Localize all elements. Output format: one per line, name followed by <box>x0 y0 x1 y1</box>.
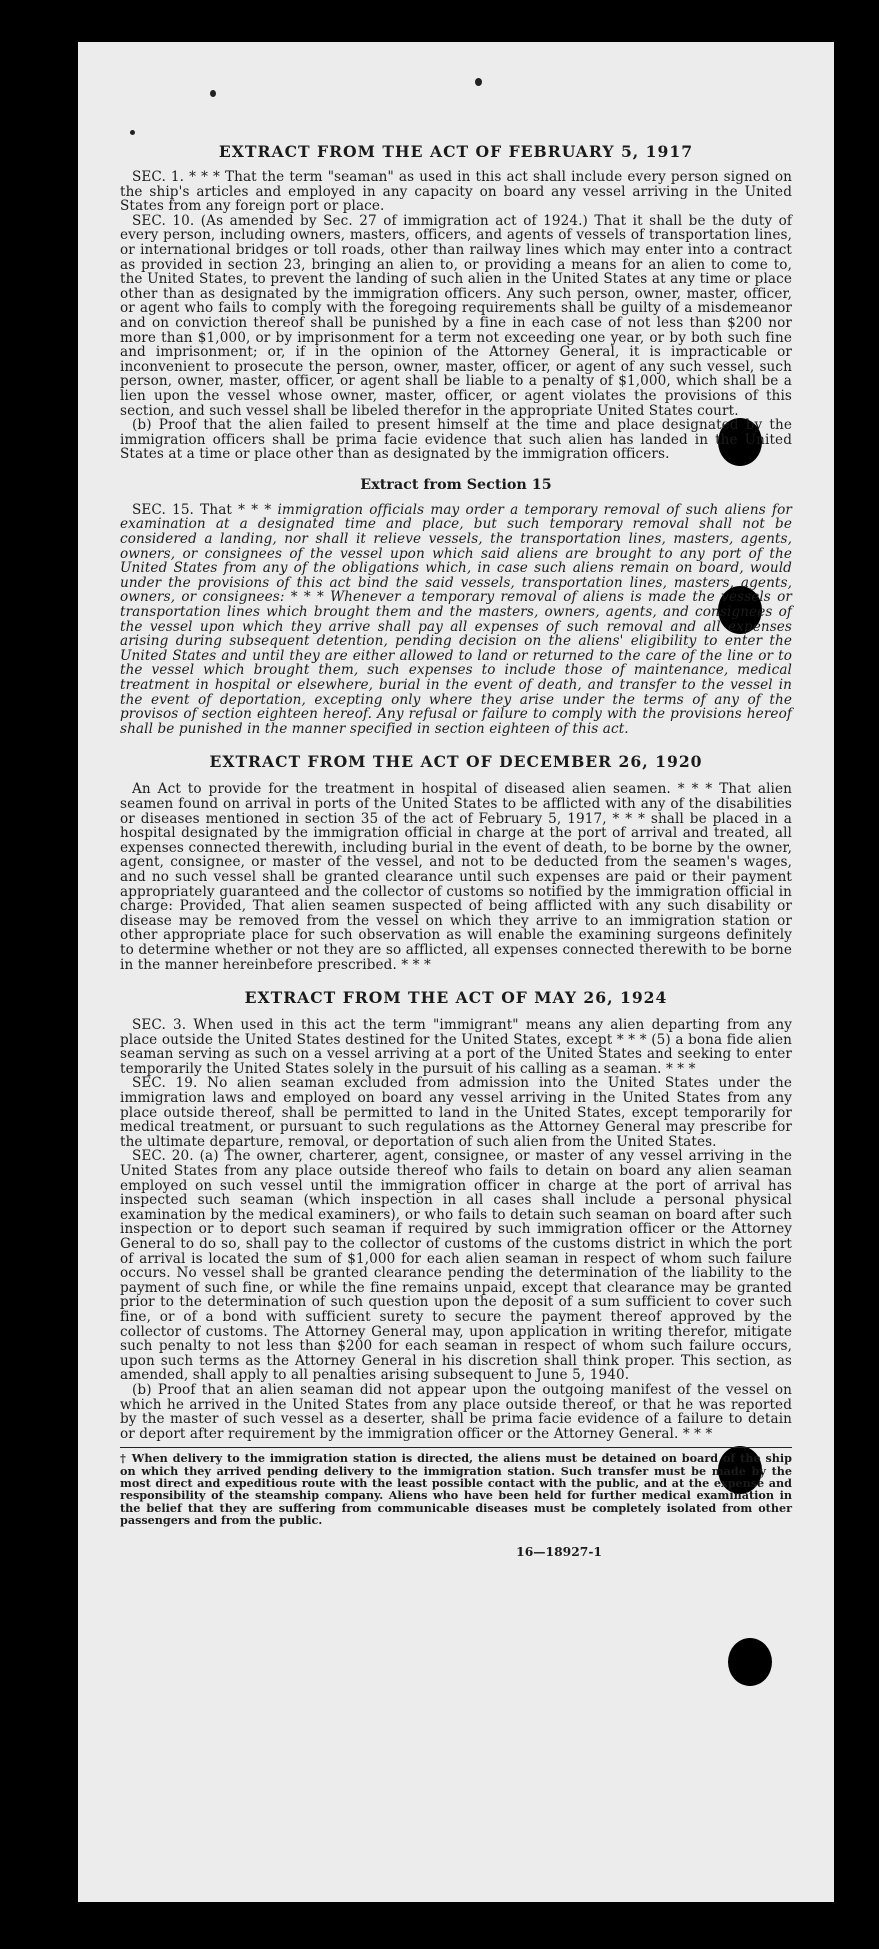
heading-act-1924: EXTRACT FROM THE ACT OF MAY 26, 1924 <box>244 988 668 1008</box>
document-page <box>78 42 834 1902</box>
footnote: † When delivery to the immigration station is directed, the aliens must be detained on board of the ship on which they arrived pending delivery to the immigration station. Such transfer must be made by the most direct and expeditious route with the least possible contact with the public, and at the expense and responsibility of the steamship company. Aliens who have been held for further medical examination in the belief that they are suffering from communicable diseases must be completely isolated from other passengers and from the public. <box>120 1451 792 1527</box>
punch-hole <box>728 1638 772 1686</box>
section-15-lead: SEC. 15. That * * * <box>132 501 272 518</box>
heading-act-1917: EXTRACT FROM THE ACT OF FEBRUARY 5, 1917 <box>218 142 694 161</box>
dust-speck <box>130 130 135 135</box>
act-1924-sec3: SEC. 3. When used in this act the term "immigrant" means any alien departing from any place outside the United States destined for the United States, except * * * (5) a bona fide alien seaman serving as such on a vessel arriving at a port of the United States and seeking to enter temporarily the United States solely in the pursuit of his calling as a seaman. * * * <box>120 1017 792 1077</box>
heading-section-15: Extract from Section 15 <box>360 476 552 493</box>
section-15-text <box>120 503 792 737</box>
act-1917-sec1: SEC. 1. * * * That the term "seaman" as used in this act shall include every person signed on the ship's articles and employed in any capacity on board any vessel arriving in the United States from any foreign port or place. <box>120 169 792 215</box>
form-code: 16—18927-1 <box>516 1544 602 1560</box>
act-1917-sec10b: (b) Proof that the alien failed to present himself at the time and place designated by the immigration officers shall be prima facie evidence that such alien has landed in the United States at a time or place other than as designated by the immigration officers. <box>120 417 792 463</box>
act-1920-text: An Act to provide for the treatment in hospital of diseased alien seamen. * * * That alien seamen found on arrival in ports of the United States to be afflicted with any of the disabilities or diseases mentioned in section 35 of the act of February 5, 1917, * * * shall be placed in a hospital designated by the immigration official in charge at the port of arrival and treated, all expenses connected therewith, including burial in the event of death, to be borne by the owner, agent, consignee, or master of the vessel, and not to be deducted from the seamen's wages, and no such vessel shall be granted clearance until such expenses are paid or their payment appropriately guaranteed and the collector of customs so notified by the immigration official in charge: Provided, That alien seamen suspected of being afflicted with any such disability or disease may be removed from the vessel on which they arrive to an immigration station or other appropriate place for such observation as will enable the examining surgeons definitely to determine whether or not they are so afflicted, all expenses connected therewith to be borne in the manner hereinbefore prescribed. * * * <box>120 781 792 973</box>
footnote-divider <box>120 1447 792 1448</box>
section-15-body: immigration officials may order a temporary removal of such aliens for examination at a designated time and place, but such temporary removal shall not be considered a landing, nor shall it relieve vessels, the transportation lines, masters, agents, owners, or consignees of the vessel upon which said aliens are brought to any port of the United States from any of the obligations which, in case such aliens remain on board, would under the provisions of this act bind the said vessels, transportation lines, masters, agents, owners, or consignees: * * * Whenever a temporary removal of aliens is made the vessels or transportation lines which brought them and the masters, owners, agents, and consignees of the vessel upon which they arrive shall pay all expenses of such removal and all expenses arising during subsequent detention, pending decision on the aliens' eligibility to enter the United States and until they are either allowed to land or returned to the care of the line or to the vessel which brought them, such expenses to include those of maintenance, medical treatment in hospital or elsewhere, burial in the event of death, and transfer to the vessel in the event of deportation, excepting only where they arise under the terms of any of the provisos of section eighteen hereof. Any refusal or failure to comply with the provisions hereof shall be punished in the manner specified in section eighteen of this act. <box>120 501 792 737</box>
dust-speck <box>475 78 482 86</box>
dust-speck <box>210 90 216 97</box>
document-content <box>120 142 792 1559</box>
act-1917-sec10: SEC. 10. (As amended by Sec. 27 of immigration act of 1924.) That it shall be the duty of every person, including owners, masters, officers, and agents of vessels of transportation lines, or international bridges or toll roads, other than railway lines which may enter into a contract as provided in section 23, bringing an alien to, or providing a means for an alien to come to, the United States, to prevent the landing of such alien in the United States at any time or place other than as designated by the immigration officers. Any such person, owner, master, officer, or agent who fails to comply with the foregoing requirements shall be guilty of a misdemeanor and on conviction thereof shall be punished by a fine in each case of not less than $200 nor more than $1,000, or by imprisonment for a term not exceeding one year, or by both such fine and imprisonment; or, if in the opinion of the Attorney General, it is impracticable or inconvenient to prosecute the person, owner, master, officer, or agent of any such vessel, such person, owner, master, officer, or agent shall be liable to a penalty of $1,000, which shall be a lien upon the vessel whose owner, master, officer, or agent violates the provisions of this section, and such vessel shall be libeled therefor in the appropriate United States court. <box>120 212 792 419</box>
heading-act-1920: EXTRACT FROM THE ACT OF DECEMBER 26, 1920 <box>209 752 703 772</box>
act-1924-sec20b: (b) Proof that an alien seaman did not appear upon the outgoing manifest of the vessel on which he arrived in the United States from any place outside thereof, or that he was reported by the master of such vessel as a deserter, shall be prima facie evidence of a failure to detain or deport after requirement by the immigration officer or the Attorney General. * * * <box>120 1381 792 1442</box>
act-1924-sec19: SEC. 19. No alien seaman excluded from admission into the United States under the immigration laws and employed on board any vessel arriving in the United States from any place outside thereof, shall be permitted to land in the United States, except temporarily for medical treatment, or pursuant to such regulations as the Attorney General may prescribe for the ultimate departure, removal, or deportation of such alien from the United States. <box>120 1075 792 1150</box>
act-1924-sec20: SEC. 20. (a) The owner, charterer, agent, consignee, or master of any vessel arriving in the United States from any place outside thereof who fails to detain on board any alien seaman employed on such vessel until the immigration officer in charge at the port of arrival has inspected such seaman (which inspection in all cases shall include a personal physical examination by the medical examiners), or who fails to detain such seaman on board after such inspection or to deport such seaman if required by such immigration officer or the Attorney General to do so, shall pay to the collector of customs of the customs district in which the port of arrival is located the sum of $1,000 for each alien seaman in respect of whom such failure occurs. No vessel shall be granted clearance pending the determination of the liability to the payment of such fine, or while the fine remains unpaid, except that clearance may be granted prior to the determination of such question upon the deposit of a sum sufficient to cover such fine, or of a bond with sufficient surety to secure the payment thereof approved by the collector of customs. The Attorney General may, upon application in writing therefor, mitigate such penalty to not less than $200 for each seaman in respect of whom such failure occurs, upon such terms as the Attorney General in his discretion shall think proper. This section, as amended, shall apply to all penalties arising subsequent to June 5, 1940. <box>120 1148 792 1384</box>
